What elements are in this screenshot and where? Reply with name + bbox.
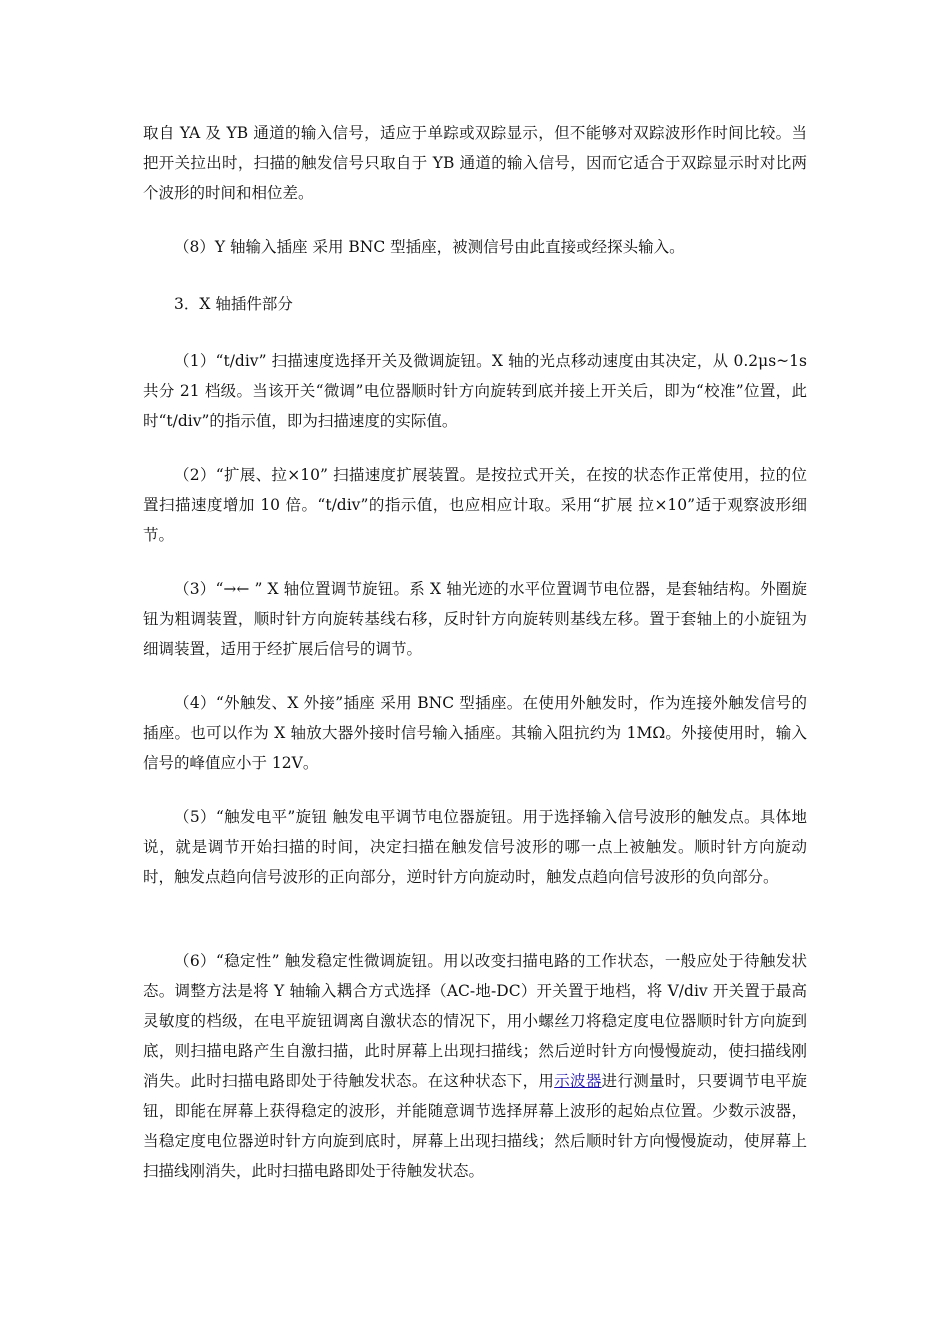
oscilloscope-link[interactable]: 示波器 <box>554 1072 602 1090</box>
paragraph-external-trigger: （4）“外触发、X 外接”插座 采用 BNC 型插座。在使用外触发时，作为连接外触发信号的插座。也可以作为 X 轴放大器外接时信号输入插座。其输入阻抗约为 1MΩ。外接使用时，输入信号的峰值应小于 12V。 <box>143 694 807 772</box>
stability-text-before-link: （6）“稳定性” 触发稳定性微调旋钮。用以改变扫描电路的工作状态，一般应处于待触发状态。调整方法是将 Y 轴输入耦合方式选择（AC-地-DC）开关置于地档，将 V/div 开关置于最高灵敏度的档级，在电平旋钮调离自激状态的情况下，用小螺丝刀将稳定度电位器顺时针方向旋到底，则扫描电路产生自激扫描，此时屏幕上出现扫描线；然后逆时针方向慢慢旋动，使扫描线刚消失。此时扫描电路即处于待触发状态。在这种状态下，用 <box>143 952 807 1090</box>
paragraph-trigger-level: （5）“触发电平”旋钮 触发电平调节电位器旋钮。用于选择输入信号波形的触发点。具体地说，就是调节开始扫描的时间，决定扫描在触发信号波形的哪一点上被触发。顺时针方向旋动时，触发点趋向信号波形的正向部分，逆时针方向旋动时，触发点趋向信号波形的负向部分。 <box>143 808 807 886</box>
paragraph-x-position-knob: （3）“→← ” X 轴位置调节旋钮。系 X 轴光迹的水平位置调节电位器，是套轴结构。外圈旋钮为粗调装置，顺时针方向旋转基线右移，反时针方向旋转则基线左移。置于套轴上的小旋钮为细调装置，适用于经扩展后信号的调节。 <box>143 580 807 658</box>
stability-text-after-link: 进行测量时，只要调节电平旋钮，即能在屏幕上获得稳定的波形，并能随意调节选择屏幕上波形的起始点位置。少数示波器，当稳定度电位器逆时针方向旋到底时，屏幕上出现扫描线；然后顺时针方向慢慢旋动，使屏幕上扫描线刚消失，此时扫描电路即处于待触发状态。 <box>143 1072 807 1180</box>
paragraph-trigger-source: 取自 YA 及 YB 通道的输入信号，适应于单踪或双踪显示，但不能够对双踪波形作时间比较。当把开关拉出时，扫描的触发信号只取自于 YB 通道的输入信号，因而它适合于双踪显示时对比两个波形的时间和相位差。 <box>143 124 807 202</box>
section-heading-x-axis: 3．X 轴插件部分 <box>174 295 293 313</box>
paragraph-t-div: （1）“t/div” 扫描速度选择开关及微调旋钮。X 轴的光点移动速度由其决定，从 0.2μs~1s 共分 21 档级。当该开关“微调”电位器顺时针方向旋转到底并接上开关后，即为“校准”位置，此时“t/div”的指示值，即为扫描速度的实际值。 <box>143 352 807 430</box>
paragraph-y-input-socket: （8）Y 轴输入插座 采用 BNC 型插座，被测信号由此直接或经探头输入。 <box>174 238 685 256</box>
paragraph-expand-x10: （2）“扩展、拉×10” 扫描速度扩展装置。是按拉式开关，在按的状态作正常使用，拉的位置扫描速度增加 10 倍。“t/div”的指示值，也应相应计取。采用“扩展 拉×10”适于观察波形细节。 <box>143 466 807 544</box>
paragraph-stability <box>143 946 807 1186</box>
